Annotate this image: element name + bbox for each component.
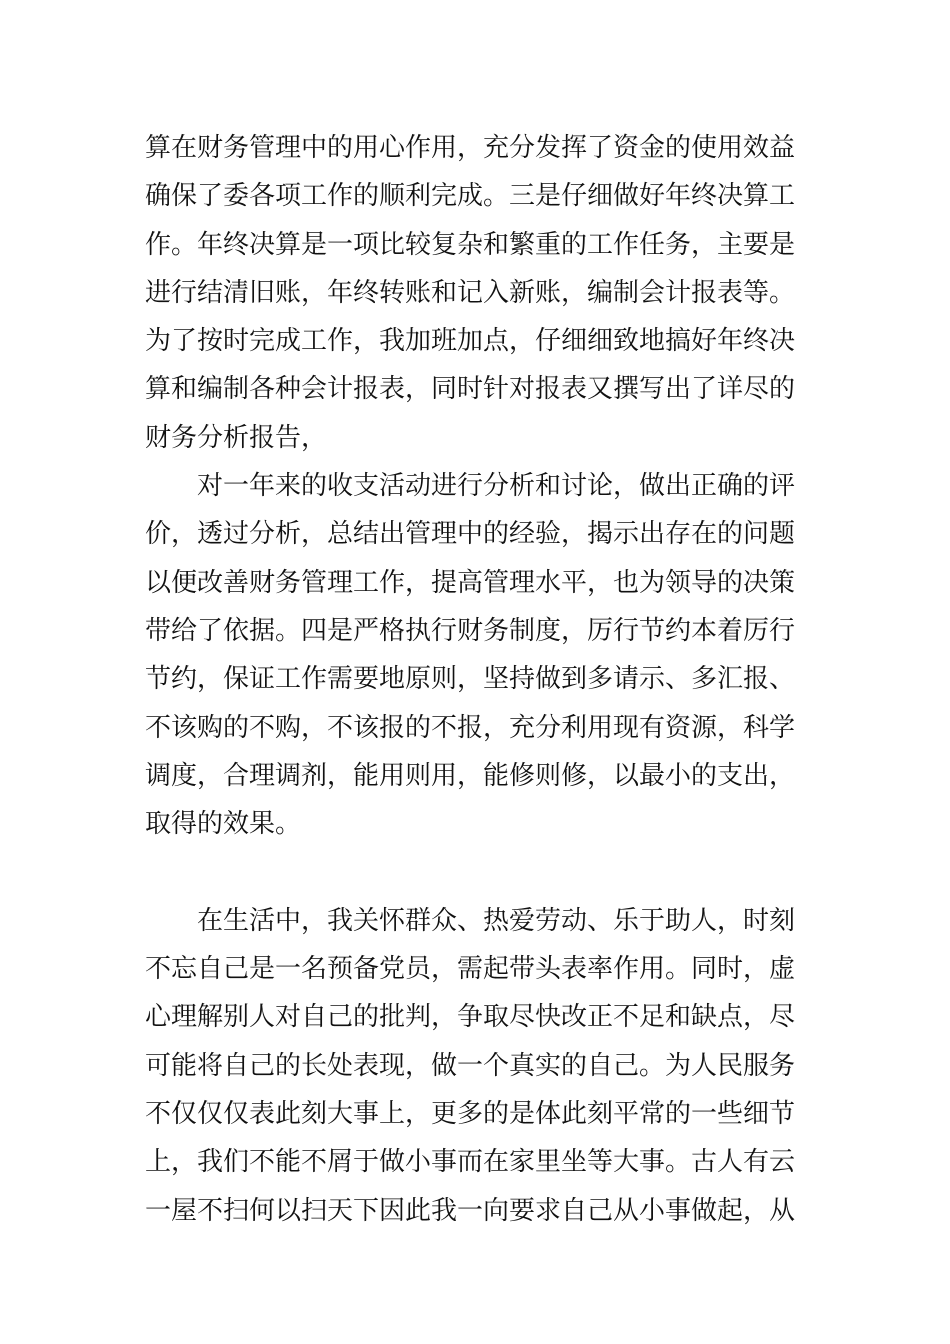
text-line: 在生活中，我关怀群众、热爱劳动、乐于助人，时刻 (197, 905, 796, 936)
text-line: 进行结清旧账，年终转账和记入新账，编制会计报表等。 (145, 277, 796, 308)
text-line: 上，我们不能不屑于做小事而在家里坐等大事。古人有云 (145, 1147, 796, 1178)
text-line: 算在财务管理中的用心作用，充分发挥了资金的使用效益 (145, 133, 796, 163)
paragraph-1 (145, 124, 810, 462)
document-body (145, 124, 810, 1235)
text-line: 不该购的不购，不该报的不报，充分利用现有资源，科学 (145, 712, 796, 743)
text-line: 一屋不扫何以扫天下因此我一向要求自己从小事做起，从 (145, 1195, 796, 1226)
text-line: 不仅仅仅表此刻大事上，更多的是体此刻平常的一些细节 (145, 1098, 796, 1129)
text-line: 调度，合理调剂，能用则用，能修则修，以最小的支出， (145, 760, 796, 791)
text-line: 为了按时完成工作，我加班加点，仔细细致地搞好年终决 (145, 326, 796, 357)
paragraph-2 (145, 462, 810, 897)
text-line: 节约，保证工作需要地原则，坚持做到多请示、多汇报、 (145, 664, 796, 695)
text-line: 确保了委各项工作的顺利完成。三是仔细做好年终决算工 (145, 181, 796, 212)
text-line: 财务分析报告， (145, 422, 328, 453)
text-line: 作。年终决算是一项比较复杂和繁重的工作任务，主要是 (145, 229, 796, 260)
text-line: 价，透过分析，总结出管理中的经验，揭示出存在的问题 (145, 519, 796, 550)
text-line: 可能将自己的长处表现，做一个真实的自己。为人民服务 (145, 1050, 796, 1081)
text-line: 带给了依据。四是严格执行财务制度，厉行节约本着厉行 (145, 615, 796, 646)
paragraph-3 (145, 897, 810, 1235)
text-line (145, 848, 810, 896)
text-line: 算和编制各种会计报表，同时针对报表又撰写出了详尽的 (145, 374, 796, 405)
text-line: 以便改善财务管理工作，提高管理水平，也为领导的决策 (145, 567, 796, 598)
text-line: 不忘自己是一名预备党员，需起带头表率作用。同时，虚 (145, 954, 796, 985)
text-line: 取得的效果。 (145, 809, 302, 840)
text-line: 对一年来的收支活动进行分析和讨论，做出正确的评 (197, 471, 796, 502)
text-line: 心理解别人对自己的批判，争取尽快改正不足和缺点，尽 (145, 1002, 796, 1033)
